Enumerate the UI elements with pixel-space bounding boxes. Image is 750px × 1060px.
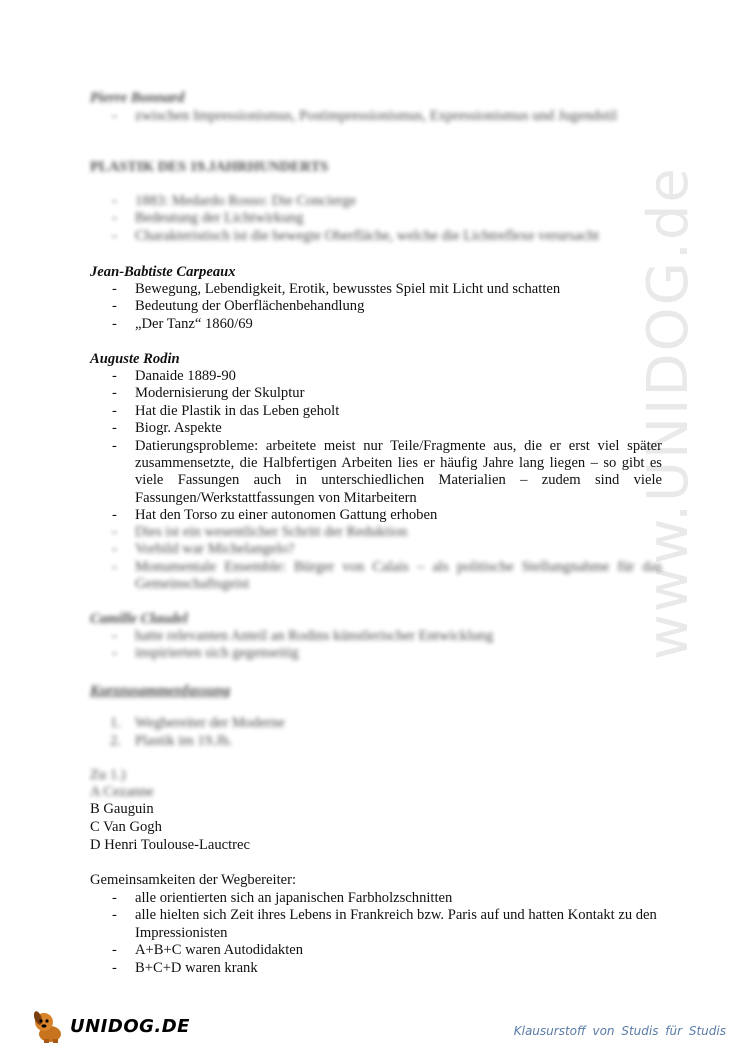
list-item: - „Der Tanz“ 1860/69: [90, 316, 662, 333]
section-heading-rodin: Auguste Rodin: [90, 351, 180, 367]
list-item: - Hat die Plastik in das Leben geholt: [90, 403, 662, 420]
list-item: - inspirierten sich gegenseitig: [90, 645, 662, 662]
zu-item-c: C Van Gogh: [90, 819, 162, 835]
section-heading-summary: Kurzzusammenfassung: [90, 683, 231, 699]
list-item: - Hat den Torso zu einer autonomen Gattung erhoben: [90, 507, 662, 524]
claudel-list: [90, 628, 662, 663]
list-item: 2. Plastik im 19.Jh.: [110, 733, 233, 749]
carpeaux-list: [90, 281, 662, 333]
section-heading-carpeaux: Jean-Babtiste Carpeaux: [90, 264, 236, 280]
watermark-text: www.UNIDOG.de: [636, 166, 701, 660]
zu-item-b: B Gauguin: [90, 801, 154, 817]
footer-tagline: Klausurstoff von Studis für Studis: [513, 1024, 726, 1038]
list-item: - Monumentale Ensemble: Bürger von Calais – als politische Stellungnahme für das Gemeinschaftsgeist: [90, 559, 662, 594]
footer-logo[interactable]: [30, 1008, 190, 1044]
rodin-list-blurred: [90, 524, 662, 594]
list-item: - Bedeutung der Oberflächenbehandlung: [90, 298, 662, 315]
zu-item-a: A Cezanne: [90, 784, 154, 800]
gemeinsam-intro: Gemeinsamkeiten der Wegbereiter:: [90, 872, 297, 888]
list-item: - alle hielten sich Zeit ihres Lebens in Frankreich bzw. Paris auf und hatten Kontakt zu den Impressionisten: [90, 907, 662, 942]
rodin-list: [90, 368, 662, 525]
list-item: - Danaide 1889-90: [90, 368, 662, 385]
gemeinsam-list: [90, 890, 662, 977]
list-item: - hatte relevanten Anteil an Rodins künstlerischer Entwicklung: [90, 628, 662, 645]
list-item: - Datierungsprobleme: arbeitete meist nur Teile/Fragmente aus, die er erst viel später zusammensetzte, die Halbfertigen Arbeiten lies er häufig Jahre lang liegen – so gibt es viele Fassungen auch in unterschiedlichen Materialien – zudem sind viele Fassungen/Werkstattfassungen von Mitarbeitern: [90, 438, 662, 508]
dog-logo-icon: [30, 1008, 70, 1044]
list-item: - B+C+D waren krank: [90, 960, 662, 977]
bonnard-list: [90, 108, 662, 125]
list-item: - Vorbild war Michelangelo?: [90, 541, 662, 558]
list-item: - A+B+C waren Autodidakten: [90, 942, 662, 959]
plastik-list: [90, 193, 662, 245]
section-heading-bonnard: Pierre Bonnard: [90, 90, 185, 106]
list-item: - Biogr. Aspekte: [90, 420, 662, 437]
list-item: - Charakteristisch ist die bewegte Oberfläche, welche die Lichtreflexe verursacht: [90, 228, 662, 245]
summary-list: [90, 714, 650, 750]
section-heading-claudel: Camille Claudel: [90, 611, 188, 627]
list-item: - 1883: Medardo Rosso: Die Concierge: [90, 193, 662, 210]
list-item: - Bedeutung der Lichtwirkung: [90, 210, 662, 227]
list-item: 1. Wegbereiter der Moderne: [110, 715, 285, 731]
logo-text: UNIDOG.DE: [70, 1016, 190, 1037]
list-item: - Dies ist ein wesentlicher Schritt der Reduktion: [90, 524, 662, 541]
list-item: - Bewegung, Lebendigkeit, Erotik, bewusstes Spiel mit Licht und schatten: [90, 281, 662, 298]
list-item: - zwischen Impressionismus, Postimpressionismus, Expressionismus und Jugendstil: [90, 108, 662, 125]
list-item: - alle orientierten sich an japanischen Farbholzschnitten: [90, 890, 662, 907]
list-item: - Modernisierung der Skulptur: [90, 385, 662, 402]
zu-label: Zu 1.): [90, 767, 126, 783]
section-title-plastik: PLASTIK DES 19.JAHRHUNDERTS: [90, 159, 329, 175]
zu-item-d: D Henri Toulouse-Lauctrec: [90, 837, 250, 853]
